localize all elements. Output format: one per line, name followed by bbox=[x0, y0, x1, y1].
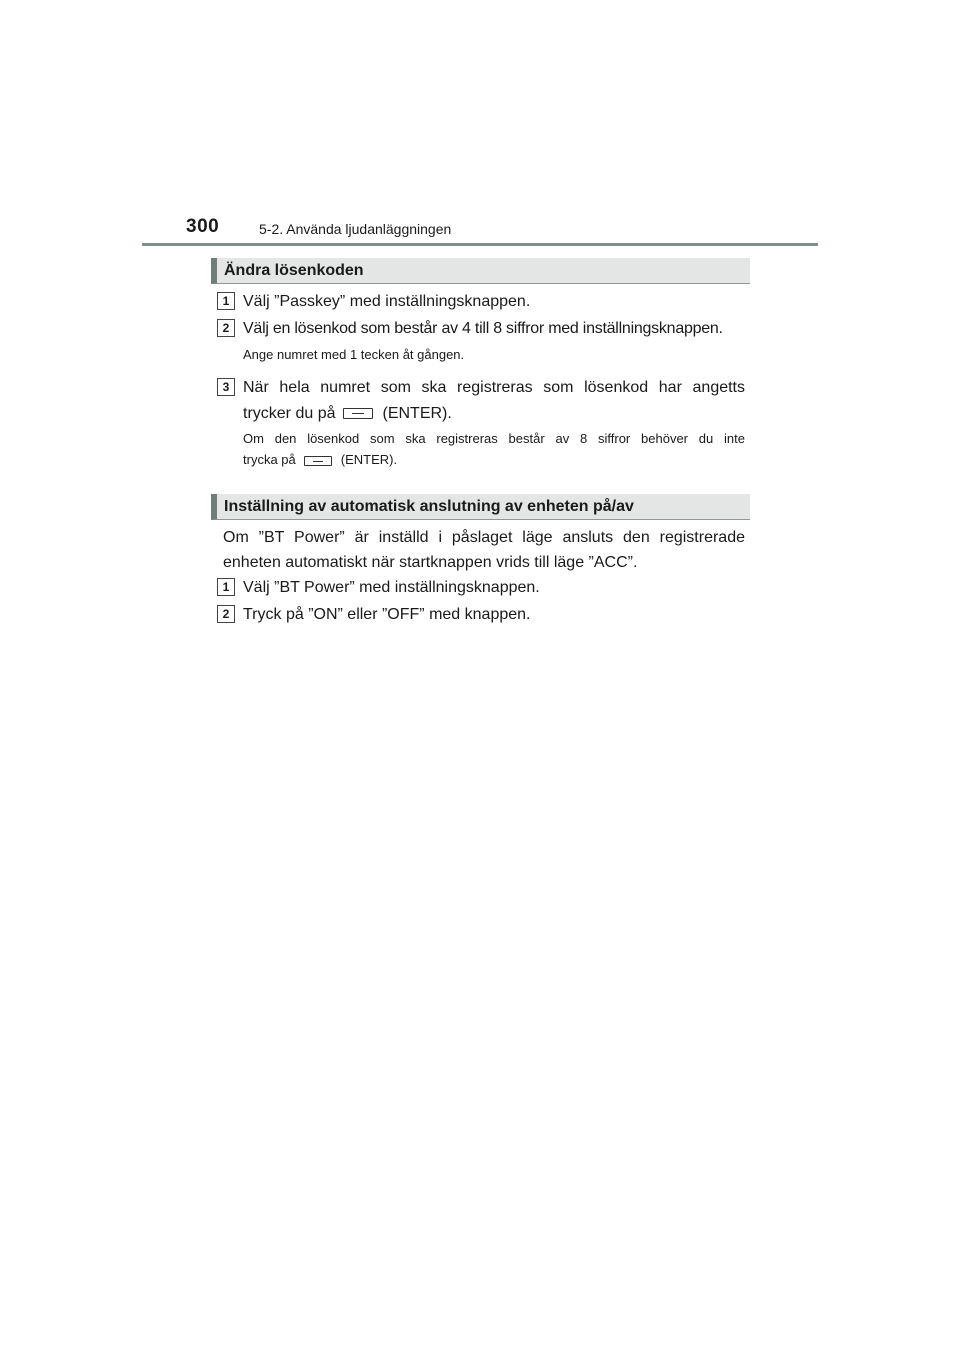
section-title: Inställning av automatisk anslutning av enheten på/av bbox=[224, 498, 634, 515]
step-text: Välj en lösenkod som består av 4 till 8 siffror med inställningsknappen. bbox=[243, 320, 723, 337]
chapter-title: 5-2. Använda ljudanläggningen bbox=[259, 221, 452, 237]
step-note: Ange numret med 1 tecken åt gången. bbox=[243, 347, 465, 362]
step-text: Välj ”Passkey” med inställningsknappen. bbox=[243, 293, 531, 310]
note-fragment: (ENTER). bbox=[340, 452, 398, 467]
step-text-line: När hela numret som ska registreras som lösenkod har angetts bbox=[243, 379, 745, 396]
enter-button-icon bbox=[343, 408, 373, 419]
step-number: 2 bbox=[217, 605, 235, 623]
step-text bbox=[243, 401, 452, 426]
section-heading bbox=[211, 258, 750, 284]
enter-button-icon bbox=[304, 456, 332, 466]
step-text: Tryck på ”ON” eller ”OFF” med knappen. bbox=[243, 606, 531, 623]
step-text-fragment: trycker du på bbox=[243, 405, 336, 422]
step-number: 3 bbox=[217, 378, 235, 396]
step-text bbox=[243, 375, 745, 400]
step-number: 1 bbox=[217, 578, 235, 596]
page-number: 300 bbox=[186, 216, 220, 237]
step-number: 2 bbox=[217, 319, 235, 337]
note-fragment: trycka på bbox=[243, 452, 296, 467]
step-number: 1 bbox=[217, 292, 235, 310]
step-note bbox=[243, 429, 745, 449]
note-line: Om den lösenkod som ska registreras består av 8 siffror behöver du inte bbox=[243, 431, 745, 446]
step-text: Välj ”BT Power” med inställningsknappen. bbox=[243, 579, 540, 596]
step-note bbox=[243, 450, 397, 470]
section-title: Ändra lösenkoden bbox=[224, 262, 364, 279]
header-rule bbox=[142, 243, 818, 246]
step-text-fragment: (ENTER). bbox=[382, 405, 452, 422]
section-intro: enheten automatiskt när startknappen vrids till läge ”ACC”. bbox=[223, 554, 638, 571]
section-heading bbox=[211, 494, 750, 520]
intro-line: Om ”BT Power” är inställd i påslaget läge ansluts den registrerade bbox=[223, 529, 745, 546]
section-intro bbox=[223, 525, 745, 550]
